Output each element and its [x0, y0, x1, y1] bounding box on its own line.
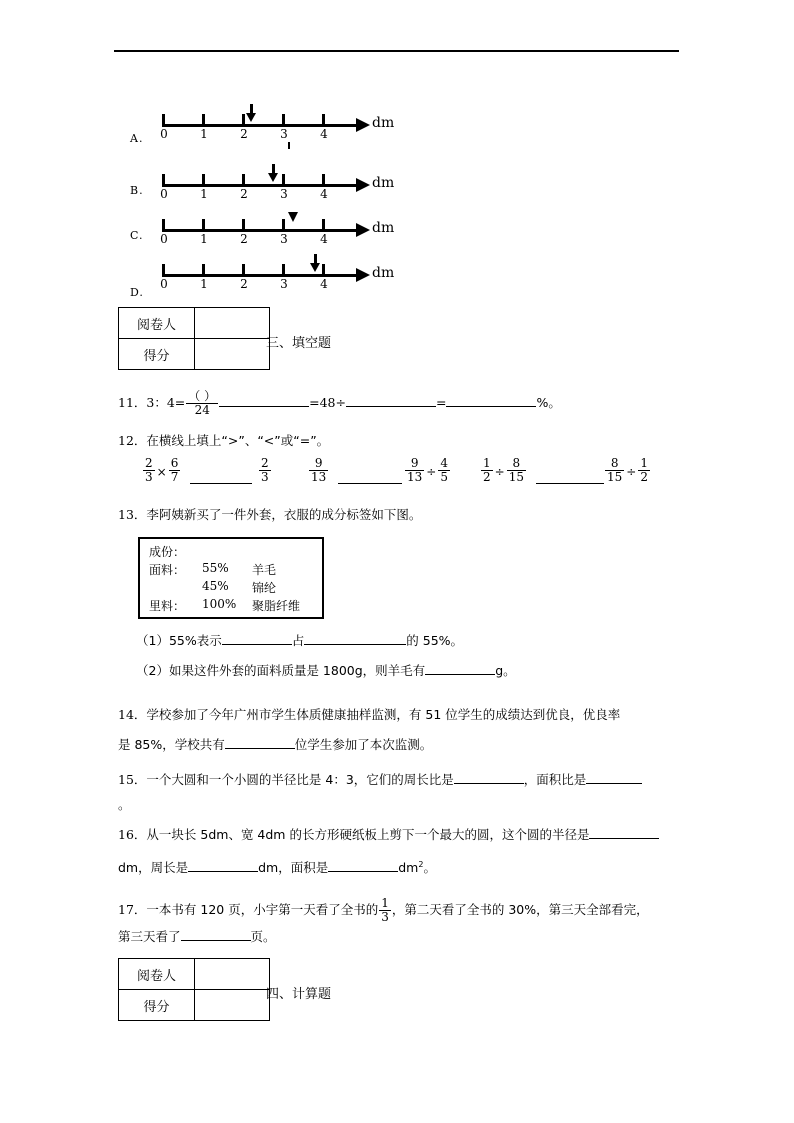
label-row-2-percent: 45% [202, 579, 229, 593]
choice-option-a[interactable] [130, 100, 430, 148]
fraction [405, 457, 424, 484]
unit-label-c: dm [372, 220, 395, 236]
fraction-denominator: 3 [381, 909, 389, 924]
tick-1 [202, 174, 205, 185]
tick-4 [322, 174, 325, 185]
fraction-denominator: 2 [483, 470, 491, 485]
fraction [481, 457, 493, 484]
tick-label-1: 1 [200, 277, 208, 291]
choice-option-d[interactable] [130, 250, 430, 298]
tick-1 [202, 264, 205, 275]
label-row-1-category: 面料： [149, 563, 186, 577]
grading-table-section-3 [118, 307, 270, 370]
comparison-3-right [604, 457, 651, 484]
fraction [638, 457, 650, 484]
question-16-line-2 [118, 850, 436, 883]
fraction-numerator: 8 [610, 456, 619, 471]
clothing-composition-label [138, 537, 324, 619]
question-16-line2-a: dm，周长是 [118, 860, 189, 876]
table-row [119, 959, 270, 990]
tick-label-3: 3 [280, 187, 288, 201]
tick-2 [242, 174, 245, 185]
fraction-numerator: 2 [261, 456, 269, 471]
down-arrow-marker-icon [268, 164, 278, 184]
answer-blank-17[interactable] [181, 926, 251, 941]
fraction-numerator: 9 [314, 456, 323, 471]
fraction-denominator: 15 [508, 470, 524, 485]
comparison-1-right [258, 457, 272, 484]
down-arrow-marker-icon [246, 104, 256, 124]
question-13-sub-1 [136, 626, 463, 656]
fraction [259, 457, 271, 484]
q13-sub1-pre: （1）55%表示 [136, 633, 222, 648]
tick-2 [242, 219, 245, 230]
question-16-line2-end: 。 [423, 860, 436, 876]
answer-blank-16-3[interactable] [328, 857, 398, 872]
tick-label-0: 0 [160, 277, 168, 291]
fraction [507, 457, 526, 484]
comparison-blank-2[interactable] [338, 468, 402, 484]
question-11-fraction [186, 390, 218, 417]
question-13-text: 李阿姨新买了一件外套，衣服的成分标签如下图。 [146, 507, 422, 522]
fraction-denominator: 15 [607, 470, 623, 485]
question-16-line-1 [118, 820, 659, 850]
fraction [438, 457, 450, 484]
answer-blank-16-1[interactable] [589, 824, 659, 839]
comparison-1-left [142, 457, 181, 484]
question-12-text: 在横线上填上“>”、“<”或“=”。 [146, 433, 330, 448]
question-11-mid1: =48÷ [309, 395, 346, 410]
fraction-numerator: 1 [483, 456, 491, 471]
question-15-line-2 [118, 790, 131, 820]
fraction-numerator: 9 [410, 456, 419, 471]
question-11-lead: 3：4= [146, 395, 186, 410]
question-17-number: 17． [118, 902, 147, 917]
question-13-number: 13． [118, 507, 147, 522]
answer-blank-13-2[interactable] [425, 660, 495, 675]
tick-0 [162, 114, 165, 125]
section-title-4: 四、计算题 [266, 987, 332, 1002]
fraction-denominator: 3 [145, 470, 153, 485]
question-14-text-line1: 学校参加了今年广州市学生体质健康抽样监测，有 51 位学生的成绩达到优良，优良率 [146, 707, 621, 722]
question-14-line2-post: 位学生参加了本次监测。 [294, 737, 433, 752]
answer-blank-15-1[interactable] [454, 769, 524, 784]
answer-blank-11-1[interactable] [219, 392, 309, 407]
tick-label-2: 2 [240, 277, 248, 291]
q13-sub1-mid: 占 [291, 633, 305, 648]
question-15-pre: 一个大圆和一个小圆的半径比是 4：3，它们的周长比是 [146, 772, 454, 787]
operator: ÷ [426, 464, 437, 479]
tick-label-4: 4 [320, 187, 328, 201]
q13-sub1-post: 的 55%。 [406, 633, 464, 648]
reviewer-value-cell[interactable] [195, 959, 270, 990]
question-11-tail: %。 [536, 395, 561, 410]
axis-line [162, 229, 358, 232]
label-row-2-material: 锦纶 [252, 581, 277, 595]
q13-sub2-pre: （2）如果这件外套的面料质量是 1800g，则羊毛有 [136, 663, 426, 678]
fraction-numerator: 4 [440, 456, 448, 471]
operator: ÷ [626, 464, 637, 479]
question-17-line-2 [118, 922, 276, 952]
table-row [119, 990, 270, 1021]
down-arrow-marker-icon [310, 254, 320, 274]
question-14-line-1 [118, 700, 620, 730]
question-15 [118, 765, 642, 795]
question-17-line2-pre: 第三天看了 [118, 929, 181, 944]
question-15-mid: ，面积比是 [523, 772, 587, 787]
grading-table-section-4 [118, 958, 270, 1021]
number-line-b [160, 168, 405, 208]
tick-3 [282, 264, 285, 275]
fraction-denominator: 13 [311, 470, 327, 485]
section-title-3: 三、填空题 [266, 336, 332, 351]
header-divider-rule [114, 50, 679, 52]
score-value-cell[interactable] [195, 990, 270, 1021]
label-row-1-percent: 55% [202, 561, 229, 575]
tick-label-3: 3 [280, 127, 288, 141]
tick-label-0: 0 [160, 187, 168, 201]
tick-2 [242, 114, 245, 125]
tick-0 [162, 219, 165, 230]
answer-blank-15-2[interactable] [586, 769, 642, 784]
fraction [143, 457, 155, 484]
answer-blank-13-1b[interactable] [304, 630, 406, 645]
table-row [119, 308, 270, 339]
question-16-number: 16． [118, 827, 147, 842]
question-17-mid: ，第二天看了全书的 30%，第三天全部看完， [391, 902, 649, 917]
comparison-3-left [480, 457, 527, 484]
comparison-2-left [308, 457, 329, 484]
fraction-numerator: 6 [170, 456, 179, 471]
choice-option-b[interactable] [130, 160, 430, 208]
tick-4 [322, 114, 325, 125]
tick-label-3: 3 [280, 232, 288, 246]
question-13 [118, 500, 421, 530]
q13-sub2-post: g。 [495, 663, 516, 678]
tick-3 [282, 174, 285, 185]
question-11-mid2: = [435, 395, 447, 410]
question-12-comparisons [142, 444, 682, 490]
fraction-numerator: 8 [512, 456, 521, 471]
comparison-2-right [404, 457, 451, 484]
question-17-pre: 一本书有 120 页，小宇第一天看了全书的 [146, 902, 379, 917]
question-15-post: 。 [118, 797, 131, 812]
unit-label-b: dm [372, 175, 395, 191]
tick-4 [322, 264, 325, 275]
comparison-blank-3[interactable] [536, 468, 604, 484]
answer-blank-13-1a[interactable] [222, 630, 292, 645]
choice-letter-c: C. [130, 229, 144, 242]
operator: × [156, 464, 167, 479]
tick-1 [202, 219, 205, 230]
label-title: 成份： [149, 545, 186, 559]
question-14-line2-pre: 是 85%，学校共有 [118, 737, 225, 752]
axis-line [162, 184, 358, 187]
answer-blank-14[interactable] [225, 734, 295, 749]
question-14-line-2 [118, 730, 432, 760]
axis-line [162, 274, 358, 277]
fraction-numerator: 1 [640, 456, 648, 471]
label-row-1-material: 羊毛 [252, 563, 277, 577]
tick-label-4: 4 [320, 232, 328, 246]
unit-label-d: dm [372, 265, 395, 281]
question-15-number: 15． [118, 772, 147, 787]
axis-arrowhead-icon [356, 118, 370, 132]
reviewer-label: 阅卷人 [119, 959, 195, 990]
answer-blank-11-3[interactable] [446, 392, 536, 407]
question-16-line2-b: dm，面积是 [258, 860, 329, 876]
fraction-numerator: 2 [145, 456, 153, 471]
axis-arrowhead-icon [356, 178, 370, 192]
tick-label-4: 4 [320, 127, 328, 141]
tick-label-2: 2 [240, 187, 248, 201]
tick-label-1: 1 [200, 127, 208, 141]
reviewer-value-cell[interactable] [195, 308, 270, 339]
fraction-denominator: 13 [407, 470, 423, 485]
fraction-denominator: 5 [440, 470, 448, 485]
number-line-a [160, 108, 405, 148]
score-label: 得分 [119, 990, 195, 1021]
table-row [119, 339, 270, 370]
tick-0 [162, 174, 165, 185]
fraction-denominator: 24 [186, 403, 218, 417]
operator: ÷ [494, 464, 505, 479]
answer-blank-11-2[interactable] [346, 392, 436, 407]
comparison-blank-1[interactable] [190, 468, 252, 484]
question-17-line2-post: 页。 [250, 929, 276, 944]
tick-1 [202, 114, 205, 125]
triangle-marker-icon [288, 209, 298, 229]
question-16-line1-pre: 从一块长 5dm、宽 4dm 的长方形硬纸板上剪下一个最大的圆，这个圆的半径是 [146, 827, 590, 842]
axis-arrowhead-icon [356, 223, 370, 237]
question-16-line2-c: dm [398, 860, 419, 876]
tick-label-3: 3 [280, 277, 288, 291]
tick-label-2: 2 [240, 127, 248, 141]
tick-label-4: 4 [320, 277, 328, 291]
tick-0 [162, 264, 165, 275]
tick-label-0: 0 [160, 232, 168, 246]
question-11-number: 11． [118, 395, 147, 410]
axis-arrowhead-icon [356, 268, 370, 282]
label-row-3-category: 里料： [149, 599, 186, 613]
question-17-line-1 [118, 895, 649, 925]
question-16-superscript: 2 [418, 860, 424, 869]
fraction-denominator: 7 [170, 470, 179, 485]
label-row-3-percent: 100% [202, 597, 237, 611]
tick-2 [242, 264, 245, 275]
tick-3 [282, 219, 285, 230]
answer-blank-16-2[interactable] [188, 857, 258, 872]
reviewer-label: 阅卷人 [119, 308, 195, 339]
choice-letter-a: A. [130, 132, 144, 145]
tick-label-2: 2 [240, 232, 248, 246]
question-14-number: 14． [118, 707, 147, 722]
score-label: 得分 [119, 339, 195, 370]
number-line-d [160, 258, 405, 298]
tick-3 [282, 114, 285, 125]
unit-label-a: dm [372, 115, 395, 131]
fraction-denominator: 2 [640, 470, 648, 485]
choice-option-c[interactable] [130, 205, 430, 253]
question-12-number: 12． [118, 433, 147, 448]
tick-label-0: 0 [160, 127, 168, 141]
tick-label-1: 1 [200, 232, 208, 246]
question-13-sub-2 [136, 656, 516, 686]
fraction-denominator: 3 [261, 470, 269, 485]
number-line-c [160, 213, 405, 253]
question-11 [118, 388, 561, 418]
tick-4 [322, 219, 325, 230]
question-17-fraction [379, 897, 391, 924]
axis-line [162, 124, 358, 127]
fraction [309, 457, 328, 484]
fraction-numerator: 1 [381, 895, 389, 910]
stray-mark [288, 142, 290, 149]
tick-label-1: 1 [200, 187, 208, 201]
fraction [169, 457, 181, 484]
label-row-3-material: 聚脂纤维 [252, 599, 301, 613]
fraction-numerator: （ ） [188, 388, 217, 403]
fraction [605, 457, 624, 484]
choice-letter-d: D. [130, 286, 144, 299]
choice-letter-b: B. [130, 184, 144, 197]
score-value-cell[interactable] [195, 339, 270, 370]
